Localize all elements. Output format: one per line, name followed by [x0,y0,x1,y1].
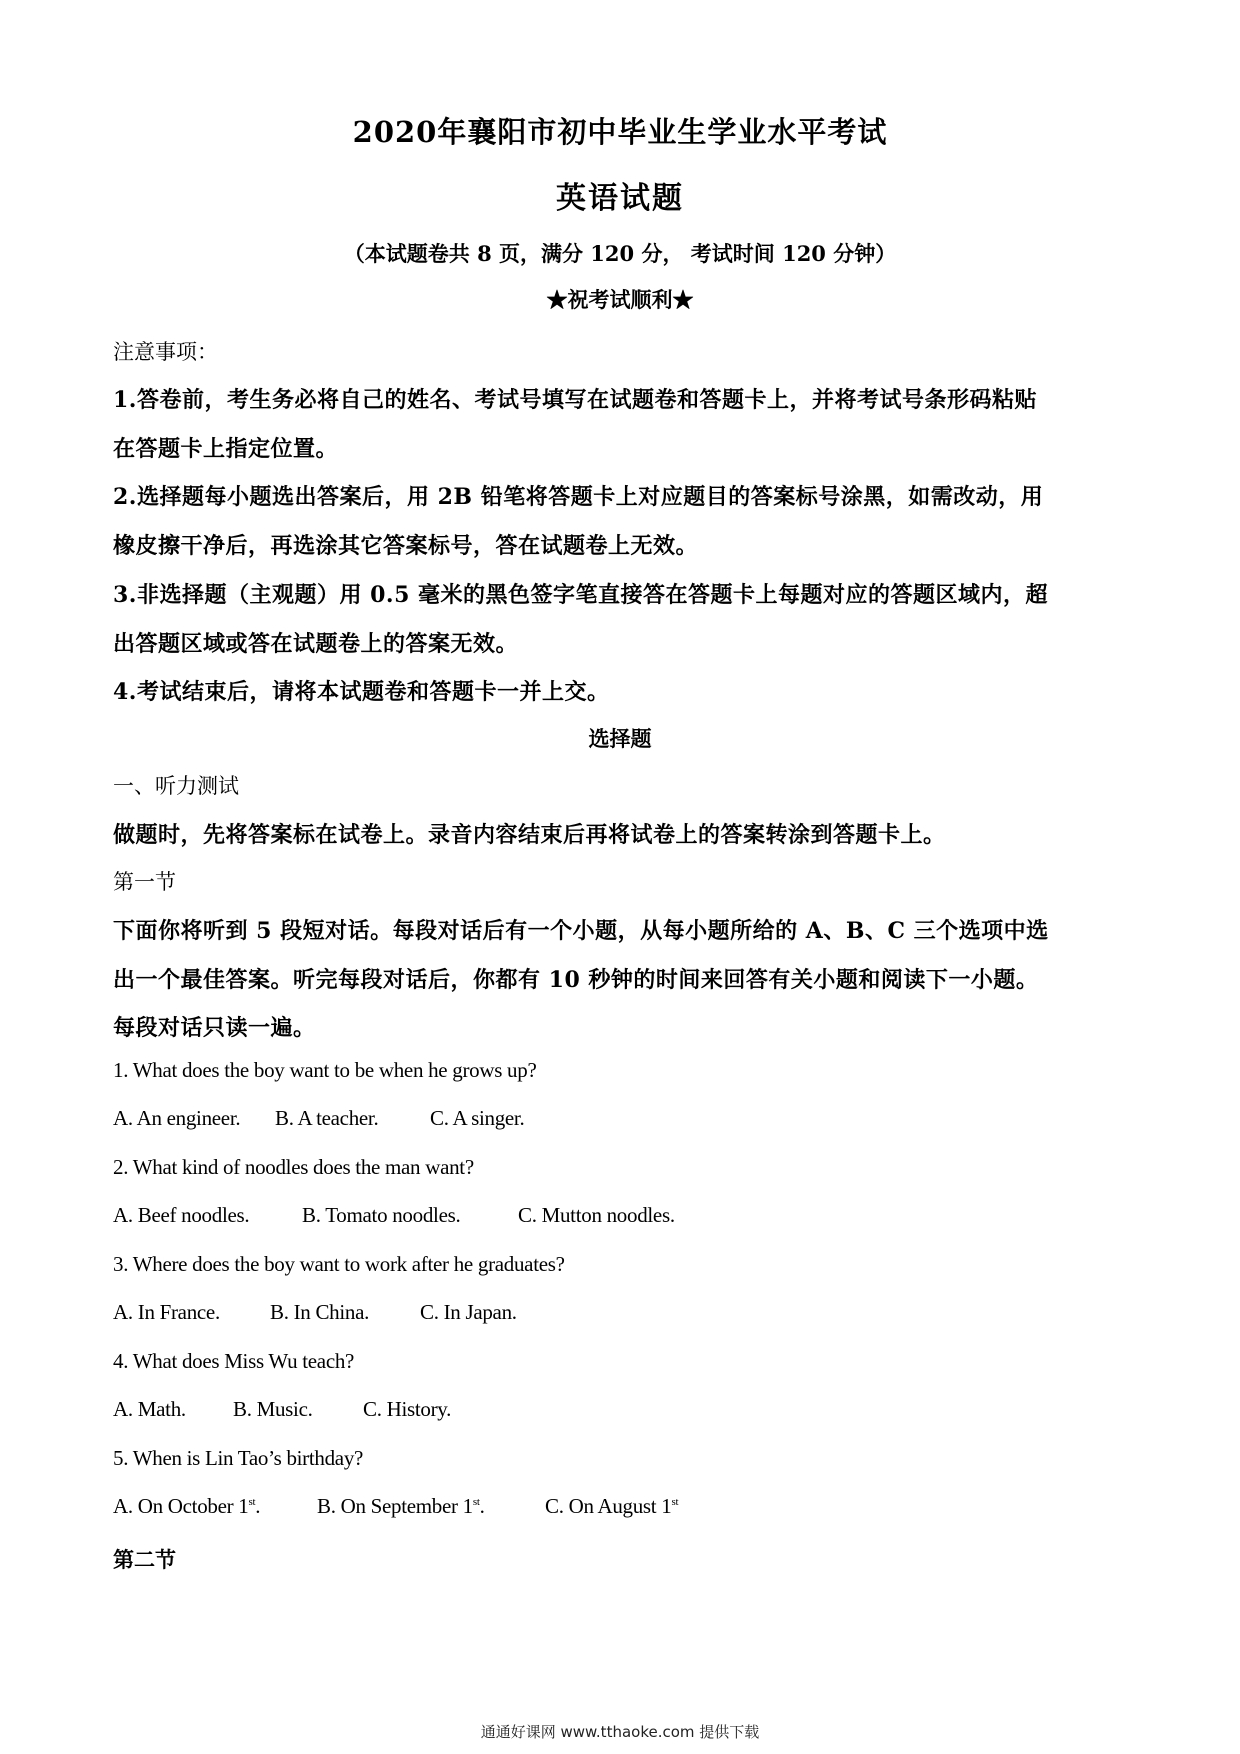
question-options [113,1106,524,1131]
option-a-end: . [255,1494,261,1518]
notice-line: 1.答卷前，考生务必将自己的姓名、考试号填写在试题卷和答题卡上，并将考试号条形码粘贴 [113,387,1037,413]
section1-instruction: 出一个最佳答案。听完每段对话后，你都有 10 秒钟的时间来回答有关小题和阅读下一小题。 [113,967,1039,993]
option-a: A. In France. [113,1300,220,1324]
option-c: C. In Japan. [420,1300,517,1324]
option-a [113,1494,317,1519]
option-c: C. History. [363,1397,452,1421]
option-b-sup: st [472,1496,480,1508]
question-options [113,1300,517,1325]
option-a-sup: st [248,1496,256,1508]
page-footer: 通通好课网 www.tthaoke.com 提供下载 [480,1723,760,1741]
question-options [113,1494,678,1519]
exam-subtitle: 英语试题 [556,181,684,216]
notice-line: 2.选择题每小题选出答案后，用 2B 铅笔将答题卡上对应题目的答案标号涂黑，如需改动，用 [113,484,1044,510]
question-text: 3. Where does the boy want to work after he graduates? [113,1252,565,1276]
section-heading: 选择题 [588,726,652,751]
notice-line: 橡皮擦干净后，再选涂其它答案标号，答在试题卷上无效。 [113,533,699,559]
option-b: B. Tomato noodles. [302,1203,461,1227]
option-c: C. Mutton noodles. [518,1203,675,1227]
option-b: B. In China. [270,1300,370,1324]
part1-title: 一、听力测试 [113,774,239,798]
option-c-sup: st [671,1496,679,1508]
exam-info: （本试题卷共 8 页，满分 120 分， 考试时间 120 分钟） [343,241,897,266]
notice-heading: 注意事项： [113,340,218,364]
question-options [113,1203,675,1228]
option-a: A. An engineer. [113,1106,241,1130]
option-b [317,1494,545,1519]
section2-title: 第二节 [113,1547,176,1572]
option-b: B. Music. [233,1397,313,1421]
part1-instruction: 做题时，先将答案标在试卷上。录音内容结束后再将试卷上的答案转涂到答题卡上。 [113,822,946,848]
section1-instruction: 每段对话只读一遍。 [113,1015,316,1041]
exam-title: 2020年襄阳市初中毕业生学业水平考试 [352,115,888,149]
option-c: C. A singer. [430,1106,525,1130]
notice-line: 在答题卡上指定位置。 [113,436,339,462]
question-text: 5. When is Lin Tao’s birthday? [113,1446,364,1470]
option-a: A. Math. [113,1397,186,1421]
question-text: 2. What kind of noodles does the man want? [113,1155,474,1179]
question-text: 1. What does the boy want to be when he grows up? [113,1058,537,1082]
option-b: B. A teacher. [275,1106,379,1130]
option-a: A. Beef noodles. [113,1203,250,1227]
section1-instruction: 下面你将听到 5 段短对话。每段对话后有一个小题，从每小题所给的 A、B、C 三个选项中选 [113,918,1049,944]
question-text: 4. What does Miss Wu teach? [113,1349,355,1373]
notice-line: 4.考试结束后，请将本试题卷和答题卡一并上交。 [113,679,610,705]
section1-title: 第一节 [113,870,176,894]
notice-line: 出答题区域或答在试题卷上的答案无效。 [113,631,519,657]
exam-wish: ★祝考试顺利★ [546,287,694,312]
option-a-text: A. On October 1 [113,1494,249,1518]
option-c-text: C. On August 1 [545,1494,672,1518]
option-c [545,1494,678,1519]
option-b-end: . [479,1494,485,1518]
question-options [113,1397,451,1422]
notice-line: 3.非选择题（主观题）用 0.5 毫米的黑色签字笔直接答在答题卡上每题对应的答题区域内，超 [113,582,1049,608]
option-b-text: B. On September 1 [317,1494,473,1518]
